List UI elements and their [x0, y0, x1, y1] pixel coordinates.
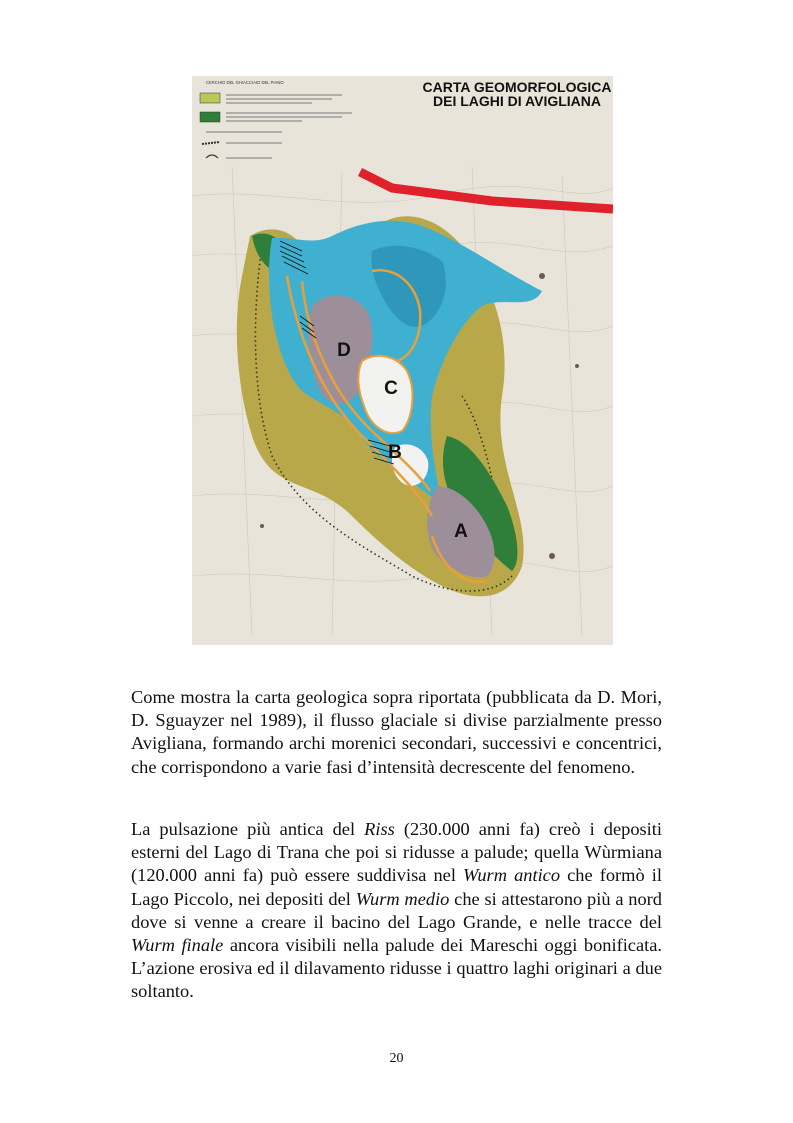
text-run: ancora visibili nella palude dei Mareschi oggi bonificata. L’azione erosiva ed il dilavamento ridusse i quattro laghi originari a due soltanto. — [131, 935, 663, 1002]
italic-term: Riss — [364, 819, 395, 839]
legend-heading: CERCHIO DEL GHIACCIAIO DEL PIANO — [206, 80, 284, 85]
italic-term: Wurm finale — [131, 935, 224, 956]
map-drawing — [192, 76, 613, 645]
map-title-line2: DEI LAGHI DI AVIGLIANA — [433, 93, 601, 109]
paragraph-2 — [131, 818, 662, 1004]
text-run: La pulsazione più antica del — [131, 819, 365, 839]
zone-label-a: A — [454, 521, 468, 542]
italic-term: Wurm medio — [355, 888, 450, 909]
zone-label-c: C — [384, 378, 398, 399]
text-run: che formò il Lago Piccolo, nei depositi del — [131, 865, 662, 909]
text-run: che si attestarono più a nord dove si venne a creare il bacino del Lago Grande, e nelle tracce del — [131, 888, 662, 932]
page-number: 20 — [389, 1051, 404, 1066]
text-run: (230.000 anni fa) creò i depositi esterni del Lago di Trana che poi si ridusse a palude; quella Wùrmiana (120.000 anni fa) può essere suddivisa nel — [131, 819, 662, 886]
map-title-line1: CARTA GEOMORFOLOGICA — [422, 79, 612, 95]
paragraph-1 — [131, 686, 662, 779]
text-run: Come mostra la carta geologica sopra riportata (pubblicata da D. Mori, D. Sguayzer nel 1989), il flusso glaciale si divise parzialmente presso Avigliana, formando archi morenici secondari, successivi e concentrici, che corrispondono a varie fasi d’intensità decrescente del fenomeno. — [131, 687, 662, 777]
geomorphological-map-figure — [192, 76, 613, 645]
zone-label-d: D — [337, 340, 351, 361]
italic-term: Wurm antico — [463, 865, 561, 886]
zone-label-b: B — [388, 442, 402, 463]
